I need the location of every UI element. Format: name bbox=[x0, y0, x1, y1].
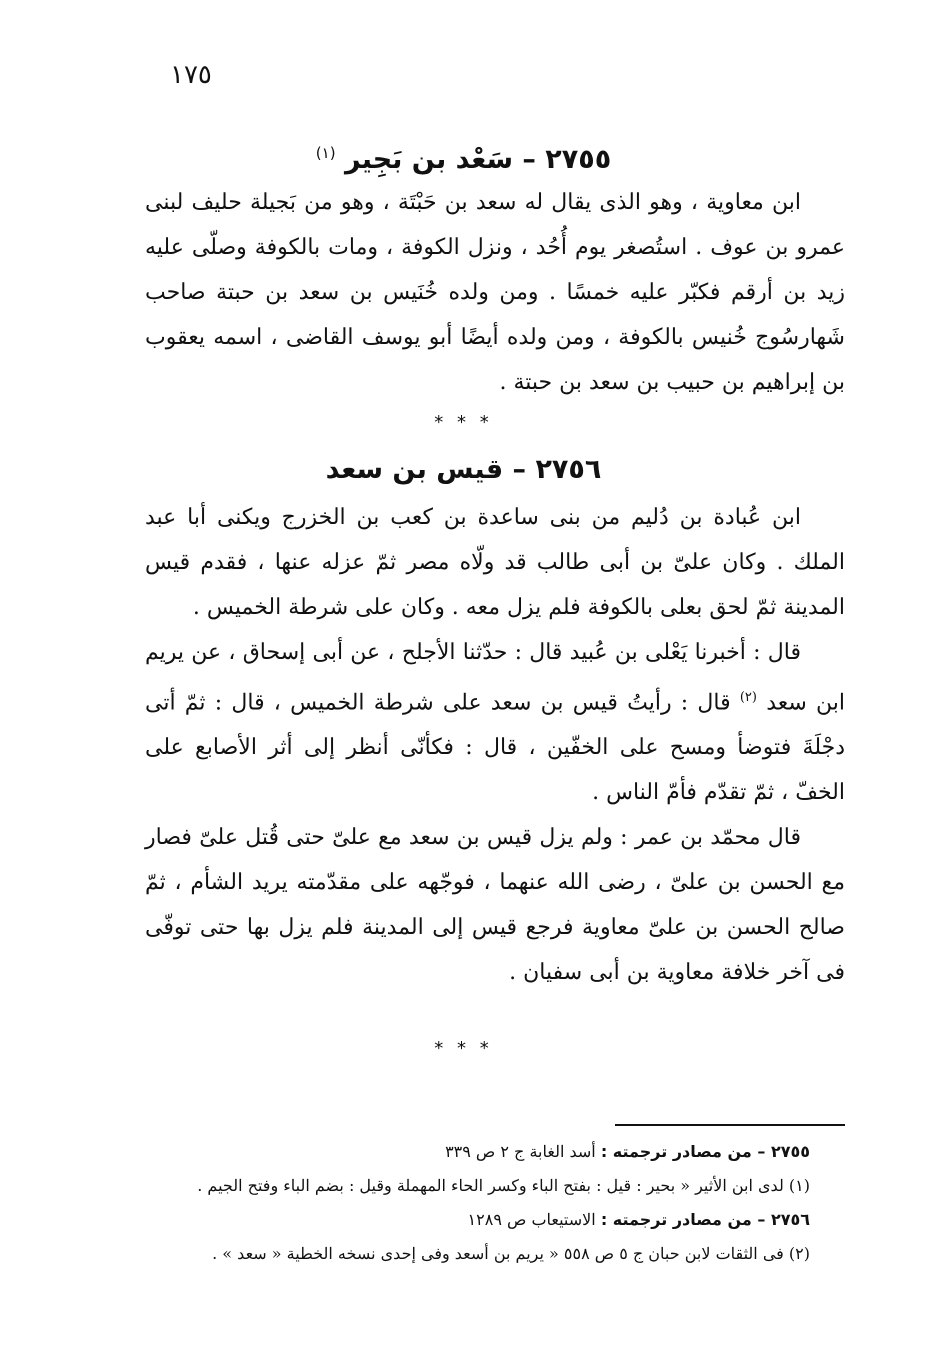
footnote-text: الاستيعاب ص ١٢٨٩ bbox=[467, 1210, 596, 1229]
paragraph: ابن معاوية ، وهو الذى يقال له سعد بن حَبْتَة ، وهو من بَجيلة حليف لبنى عمرو بن عوف . استُصغر يوم أُحُد ، ونزل الكوفة ، ومات بالكوفة وصلّى عليه زيد بن أرقم فكبّر عليه خمسًا . ومن ولده خُنَيس بن سعد بن حبتة صاحب شَهارسُوج خُنيس بالكوفة ، ومن ولده أيضًا أبو يوسف القاضى ، اسمه يعقوب بن إبراهيم بن حبيب بن سعد بن حبتة . bbox=[145, 190, 845, 395]
entry-body-2756 bbox=[145, 495, 845, 995]
footnote-line bbox=[140, 1135, 810, 1169]
paragraph: ابن عُبادة بن دُليم من بنى ساعدة بن كعب بن الخزرج ويكنى أبا عبد الملك . وكان علىّ بن أبى طالب قد ولّاه مصر ثمّ عزله عنها ، فقدم قيس المدينة ثمّ لحق بعلى بالكوفة فلم يزل معه . وكان على شرطة الخميس . bbox=[145, 505, 845, 620]
entry-heading-2756 bbox=[150, 452, 777, 488]
section-separator: * * * bbox=[434, 412, 493, 433]
entry-heading-text: ٢٧٥٥ – سَعْد بن بَجِير bbox=[344, 144, 612, 175]
footnote-line bbox=[140, 1203, 810, 1237]
paragraph: قال محمّد بن عمر : ولم يزل قيس بن سعد مع علىّ حتى قُتل علىّ فصار مع الحسن بن علىّ ، رضى الله عنهما ، فوجّهه على مقدّمته يريد الشأم ، ثمّ صالح الحسن بن علىّ معاوية فرجع قيس إلى المدينة فلم يزل بها حتى توفّى فى آخر خلافة معاوية بن أبى سفيان . bbox=[145, 825, 845, 986]
paragraph-text: قال : رأيتُ قيس بن سعد على شرطة الخميس ، قال : ثمّ أتى دجْلَةَ فتوضأ ومسح على الخفّين ، قال : فكأنّى أنظر إلى أثر الأصابع على الخفّ ، ثمّ تقدّم فأمّ الناس . bbox=[145, 690, 845, 806]
paragraph bbox=[145, 630, 845, 815]
footnote-marker: (١) bbox=[315, 144, 336, 162]
footnote-text: (١) لدى ابن الأثير « بحير : قيل : بفتح الباء وكسر الحاء المهملة وقيل : بضم الباء وفتح الجيم . bbox=[197, 1176, 810, 1195]
footnote-label: ٢٧٥٦ – من مصادر ترجمته : bbox=[600, 1210, 810, 1229]
footnote-line bbox=[140, 1237, 810, 1271]
footnote-label: ٢٧٥٥ – من مصادر ترجمته : bbox=[600, 1142, 810, 1161]
entry-heading-2755 bbox=[150, 135, 777, 178]
page-number: ١٧٥ bbox=[170, 60, 212, 90]
footnote-divider bbox=[615, 1124, 845, 1126]
entry-body-2755 bbox=[145, 180, 845, 405]
footnote-line bbox=[140, 1169, 810, 1203]
entry-heading-text: ٢٧٥٦ – قيس بن سعد bbox=[325, 454, 602, 485]
footnote-text: (٢) فى الثقات لابن حبان ج ٥ ص ٥٥٨ « يريم بن أسعد وفى إحدى نسخه الخطية « سعد » . bbox=[212, 1244, 810, 1263]
footnote-text: أسد الغابة ج ٢ ص ٣٣٩ bbox=[445, 1142, 596, 1161]
footnotes bbox=[140, 1135, 810, 1271]
paragraph-text: قال : أخبرنا يَعْلى بن عُبيد قال : حدّثنا الأجلح ، عن أبى إسحاق ، عن يريم ابن سعد bbox=[145, 640, 845, 716]
footnote-marker: (٢) bbox=[739, 690, 757, 705]
section-separator: * * * bbox=[434, 1038, 493, 1059]
